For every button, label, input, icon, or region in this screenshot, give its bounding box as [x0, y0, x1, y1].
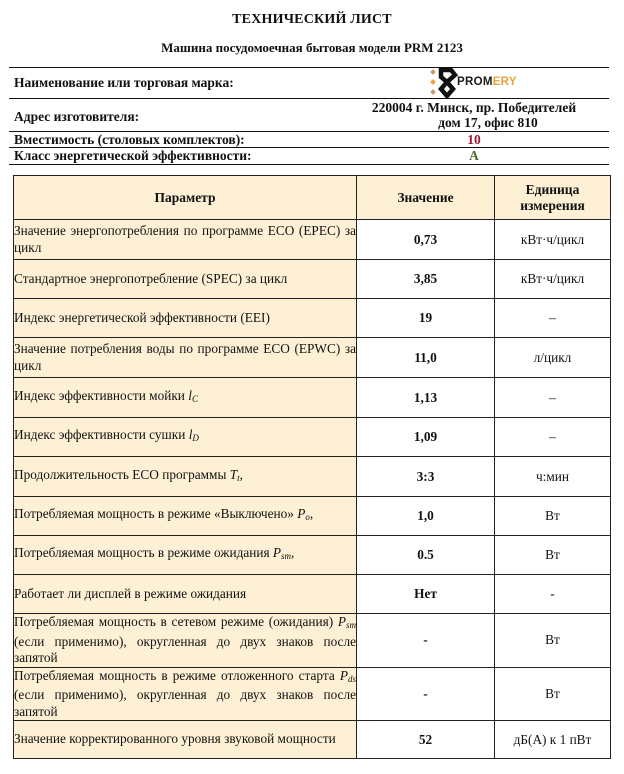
unit-cell: Вт [495, 667, 611, 721]
table-row [14, 418, 611, 457]
unit-cell: кВт·ч/цикл [495, 220, 611, 260]
brand-logo-text-dark: PROM [457, 76, 493, 88]
param-symbol [340, 668, 356, 683]
table-row [14, 721, 611, 759]
table-row [14, 667, 611, 721]
param-text-tail: (если применимо), округленная до двух знаков после запятой [14, 633, 356, 665]
param-cell [14, 614, 357, 668]
header-unit-line-2: измерения [520, 197, 585, 213]
param-symbol-letter: T [229, 466, 238, 482]
param-text: Индекс энергетической эффективности (EEI) [14, 309, 270, 325]
document-title: ТЕХНИЧЕСКИЙ ЛИСТ [232, 12, 392, 27]
param-symbol [338, 614, 356, 629]
param-cell [14, 536, 357, 575]
unit-cell: дБ(А) к 1 пВт [495, 721, 611, 759]
param-symbol-letter: P [339, 667, 348, 683]
energy-class-label: Класс энергетической эффективности: [14, 148, 252, 163]
param-text-tail: , [309, 506, 314, 522]
brand-logo-text-accent: ERY [492, 76, 517, 88]
energy-class-value: A [469, 148, 479, 163]
param-symbol [273, 545, 291, 560]
value-cell: 1,09 [357, 418, 495, 457]
header-param: Параметр [14, 176, 357, 220]
param-symbol-subscript: ds [347, 673, 356, 684]
value-cell: 19 [357, 299, 495, 338]
spec-table [13, 175, 611, 759]
table-row [14, 338, 611, 378]
table-row [14, 299, 611, 338]
unit-cell: кВт·ч/цикл [495, 260, 611, 299]
table-row [14, 497, 611, 536]
param-cell [14, 575, 357, 614]
info-row-energy-class [9, 147, 609, 165]
info-row-capacity [9, 131, 609, 148]
param-symbol-subscript: o [305, 512, 310, 523]
value-cell: 1,0 [357, 497, 495, 536]
param-text: Продолжительность ECO программы [14, 466, 230, 482]
param-cell [14, 497, 357, 536]
info-row-brand [9, 67, 609, 99]
param-text: Значение корректированного уровня звуковой мощности [14, 731, 336, 747]
table-header-row [14, 176, 611, 220]
param-text: Значение потребления воды по программе ECO (EPWC) за цикл [14, 341, 356, 373]
unit-cell: - [495, 575, 611, 614]
param-text: Индекс эффективности мойки [14, 387, 189, 403]
param-text: Потребляемая мощность в сетевом режиме (ожидания) [14, 614, 338, 629]
param-text: Индекс эффективности сушки [14, 427, 189, 443]
param-cell [14, 299, 357, 338]
param-symbol-letter: l [188, 427, 193, 443]
param-cell [14, 667, 357, 721]
param-cell [14, 378, 357, 418]
value-cell: 11,0 [357, 338, 495, 378]
value-cell: 3,85 [357, 260, 495, 299]
unit-cell: Вт [495, 497, 611, 536]
brand-logo-text [457, 76, 517, 88]
param-symbol-letter: l [188, 387, 192, 403]
address-value [339, 100, 609, 130]
unit-cell: – [495, 299, 611, 338]
address-label: Адрес изготовителя: [14, 109, 140, 124]
value-cell: 1,13 [357, 378, 495, 418]
param-text: Потребляемая мощность в режиме отложенного старта [14, 667, 340, 683]
param-cell [14, 721, 357, 759]
param-symbol-subscript: C [191, 393, 198, 404]
document-subtitle: Машина посудомоечная бытовая модели PRM 2123 [161, 40, 463, 55]
param-symbol [230, 467, 240, 482]
table-row [14, 220, 611, 260]
param-symbol-subscript: sm [345, 620, 356, 630]
address-line-1: 220004 г. Минск, пр. Победителей [371, 100, 577, 115]
param-cell [14, 260, 357, 299]
capacity-value: 10 [467, 132, 481, 147]
param-text: Потребляемая мощность в режиме «Выключено» [14, 506, 298, 522]
table-row [14, 457, 611, 497]
param-symbol-letter: P [297, 506, 306, 522]
unit-cell: – [495, 418, 611, 457]
value-cell: Нет [357, 575, 495, 614]
header-unit-line-1: Единица [525, 181, 580, 197]
unit-cell: Вт [495, 614, 611, 668]
param-symbol-letter: P [337, 614, 346, 629]
table-row [14, 536, 611, 575]
param-text: Стандартное энергопотребление (SPEC) за цикл [14, 270, 288, 286]
brand-label: Наименование или торговая марка: [14, 75, 234, 90]
unit-cell: – [495, 378, 611, 418]
param-symbol [297, 506, 310, 521]
param-text: Работает ли дисплей в режиме ожидания [14, 585, 247, 601]
address-line-2: дом 17, офис 810 [438, 115, 538, 130]
param-symbol-subscript: t [237, 472, 240, 483]
table-row [14, 614, 611, 668]
promery-logo-icon [429, 67, 459, 99]
value-cell: 52 [357, 721, 495, 759]
table-row [14, 378, 611, 418]
value-cell: 0.5 [357, 536, 495, 575]
param-text-tail: (если применимо), округленная до двух знаков после запятой [14, 687, 356, 719]
header-value: Значение [357, 176, 495, 220]
table-row [14, 575, 611, 614]
param-text-tail: , [239, 466, 243, 482]
param-cell [14, 220, 357, 260]
unit-cell: Вт [495, 536, 611, 575]
param-text: Потребляемая мощность в режиме ожидания [14, 545, 273, 561]
unit-cell: л/цикл [495, 338, 611, 378]
param-text-tail: , [291, 545, 295, 561]
param-symbol-letter: P [272, 545, 282, 561]
param-cell [14, 338, 357, 378]
value-cell: - [357, 614, 495, 668]
param-cell [14, 457, 357, 497]
value-cell: 0,73 [357, 220, 495, 260]
param-symbol-subscript: sm [281, 551, 292, 562]
capacity-label: Вместимость (столовых комплектов): [14, 132, 245, 147]
param-text: Значение энергопотребления по программе ECO (EPEC) за цикл [14, 223, 356, 255]
info-row-address [9, 98, 609, 132]
value-cell: - [357, 667, 495, 721]
unit-cell: ч:мин [495, 457, 611, 497]
param-symbol-subscript: D [192, 433, 199, 444]
brand-logo [429, 68, 539, 98]
param-symbol [189, 427, 199, 442]
header-unit [495, 176, 611, 220]
table-row [14, 260, 611, 299]
param-cell [14, 418, 357, 457]
value-cell: 3:3 [357, 457, 495, 497]
param-symbol [188, 388, 198, 403]
